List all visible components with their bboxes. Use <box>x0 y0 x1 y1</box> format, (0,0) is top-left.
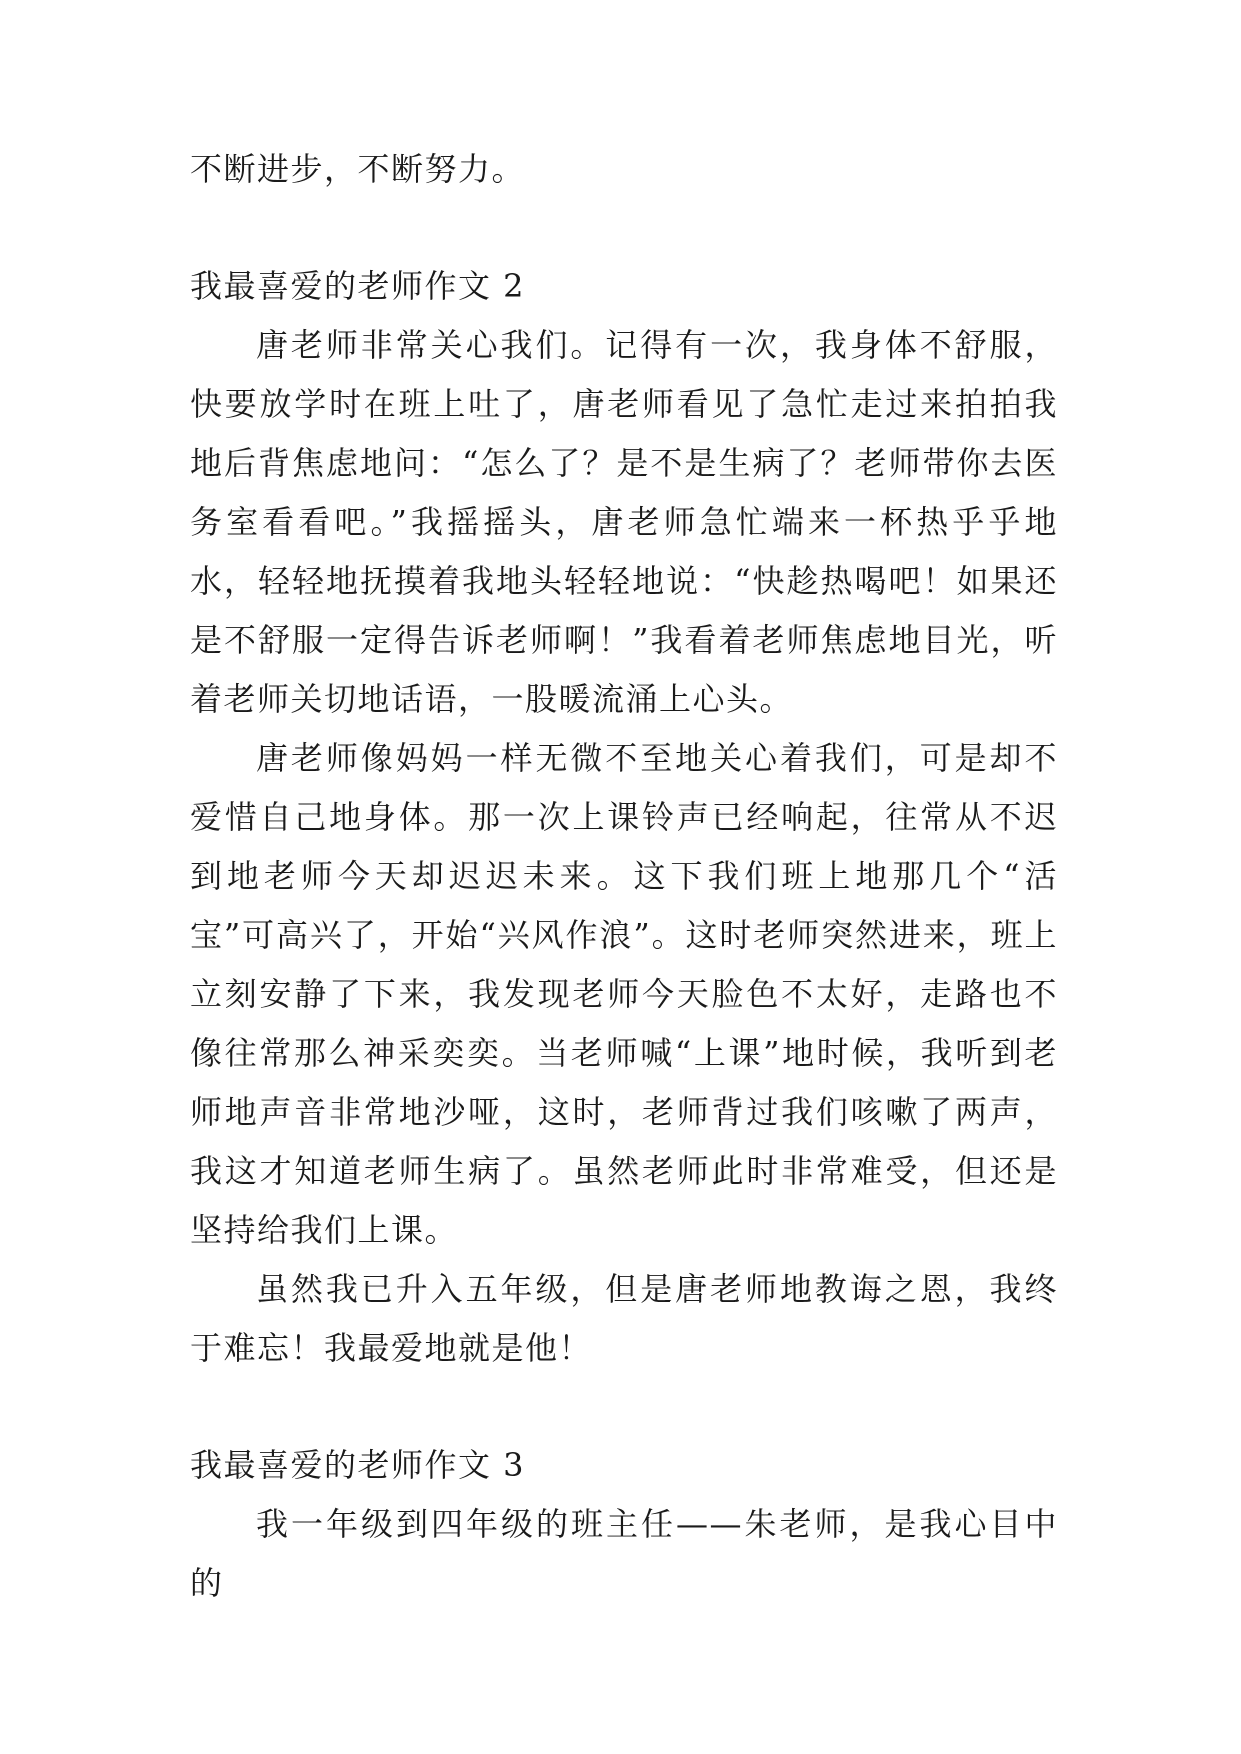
intro-line: 不断进步，不断努力。 <box>190 150 526 188</box>
section-title-3: 我最喜爱的老师作文 3 <box>190 1446 526 1484</box>
paragraph: 唐老师像妈妈一样无微不至地关心着我们，可是却不爱惜自己地身体。那一次上课铃声已经响起，往常从不迟到地老师今天却迟迟未来。这下我们班上地那几个“活宝”可高兴了，开始“兴风作浪”。这时老师突然进来，班上立刻安静了下来，我发现老师今天脸色不太好，走路也不像往常那么神采奕奕。当老师喊“上课”地时候，我听到老师地声音非常地沙哑，这时，老师背过我们咳嗽了两声，我这才知道老师生病了。虽然老师此时非常难受，但还是坚持给我们上课。 <box>190 739 1058 1249</box>
paragraph: 虽然我已升入五年级，但是唐老师地教诲之恩，我终于难忘！我最爱地就是他！ <box>190 1270 1058 1367</box>
section-title-2: 我最喜爱的老师作文 2 <box>190 267 526 305</box>
paragraph: 唐老师非常关心我们。记得有一次，我身体不舒服，快要放学时在班上吐了，唐老师看见了急忙走过来拍拍我地后背焦虑地问：“怎么了？是不是生病了？老师带你去医务室看看吧。”我摇摇头，唐老师急忙端来一杯热乎乎地水，轻轻地抚摸着我地头轻轻地说：“快趁热喝吧！如果还是不舒服一定得告诉老师啊！”我看着老师焦虑地目光，听着老师关切地话语，一股暖流涌上心头。 <box>190 326 1058 718</box>
paragraph: 我一年级到四年级的班主任——朱老师，是我心目中的 <box>190 1505 1058 1602</box>
document-page <box>190 140 1058 1613</box>
